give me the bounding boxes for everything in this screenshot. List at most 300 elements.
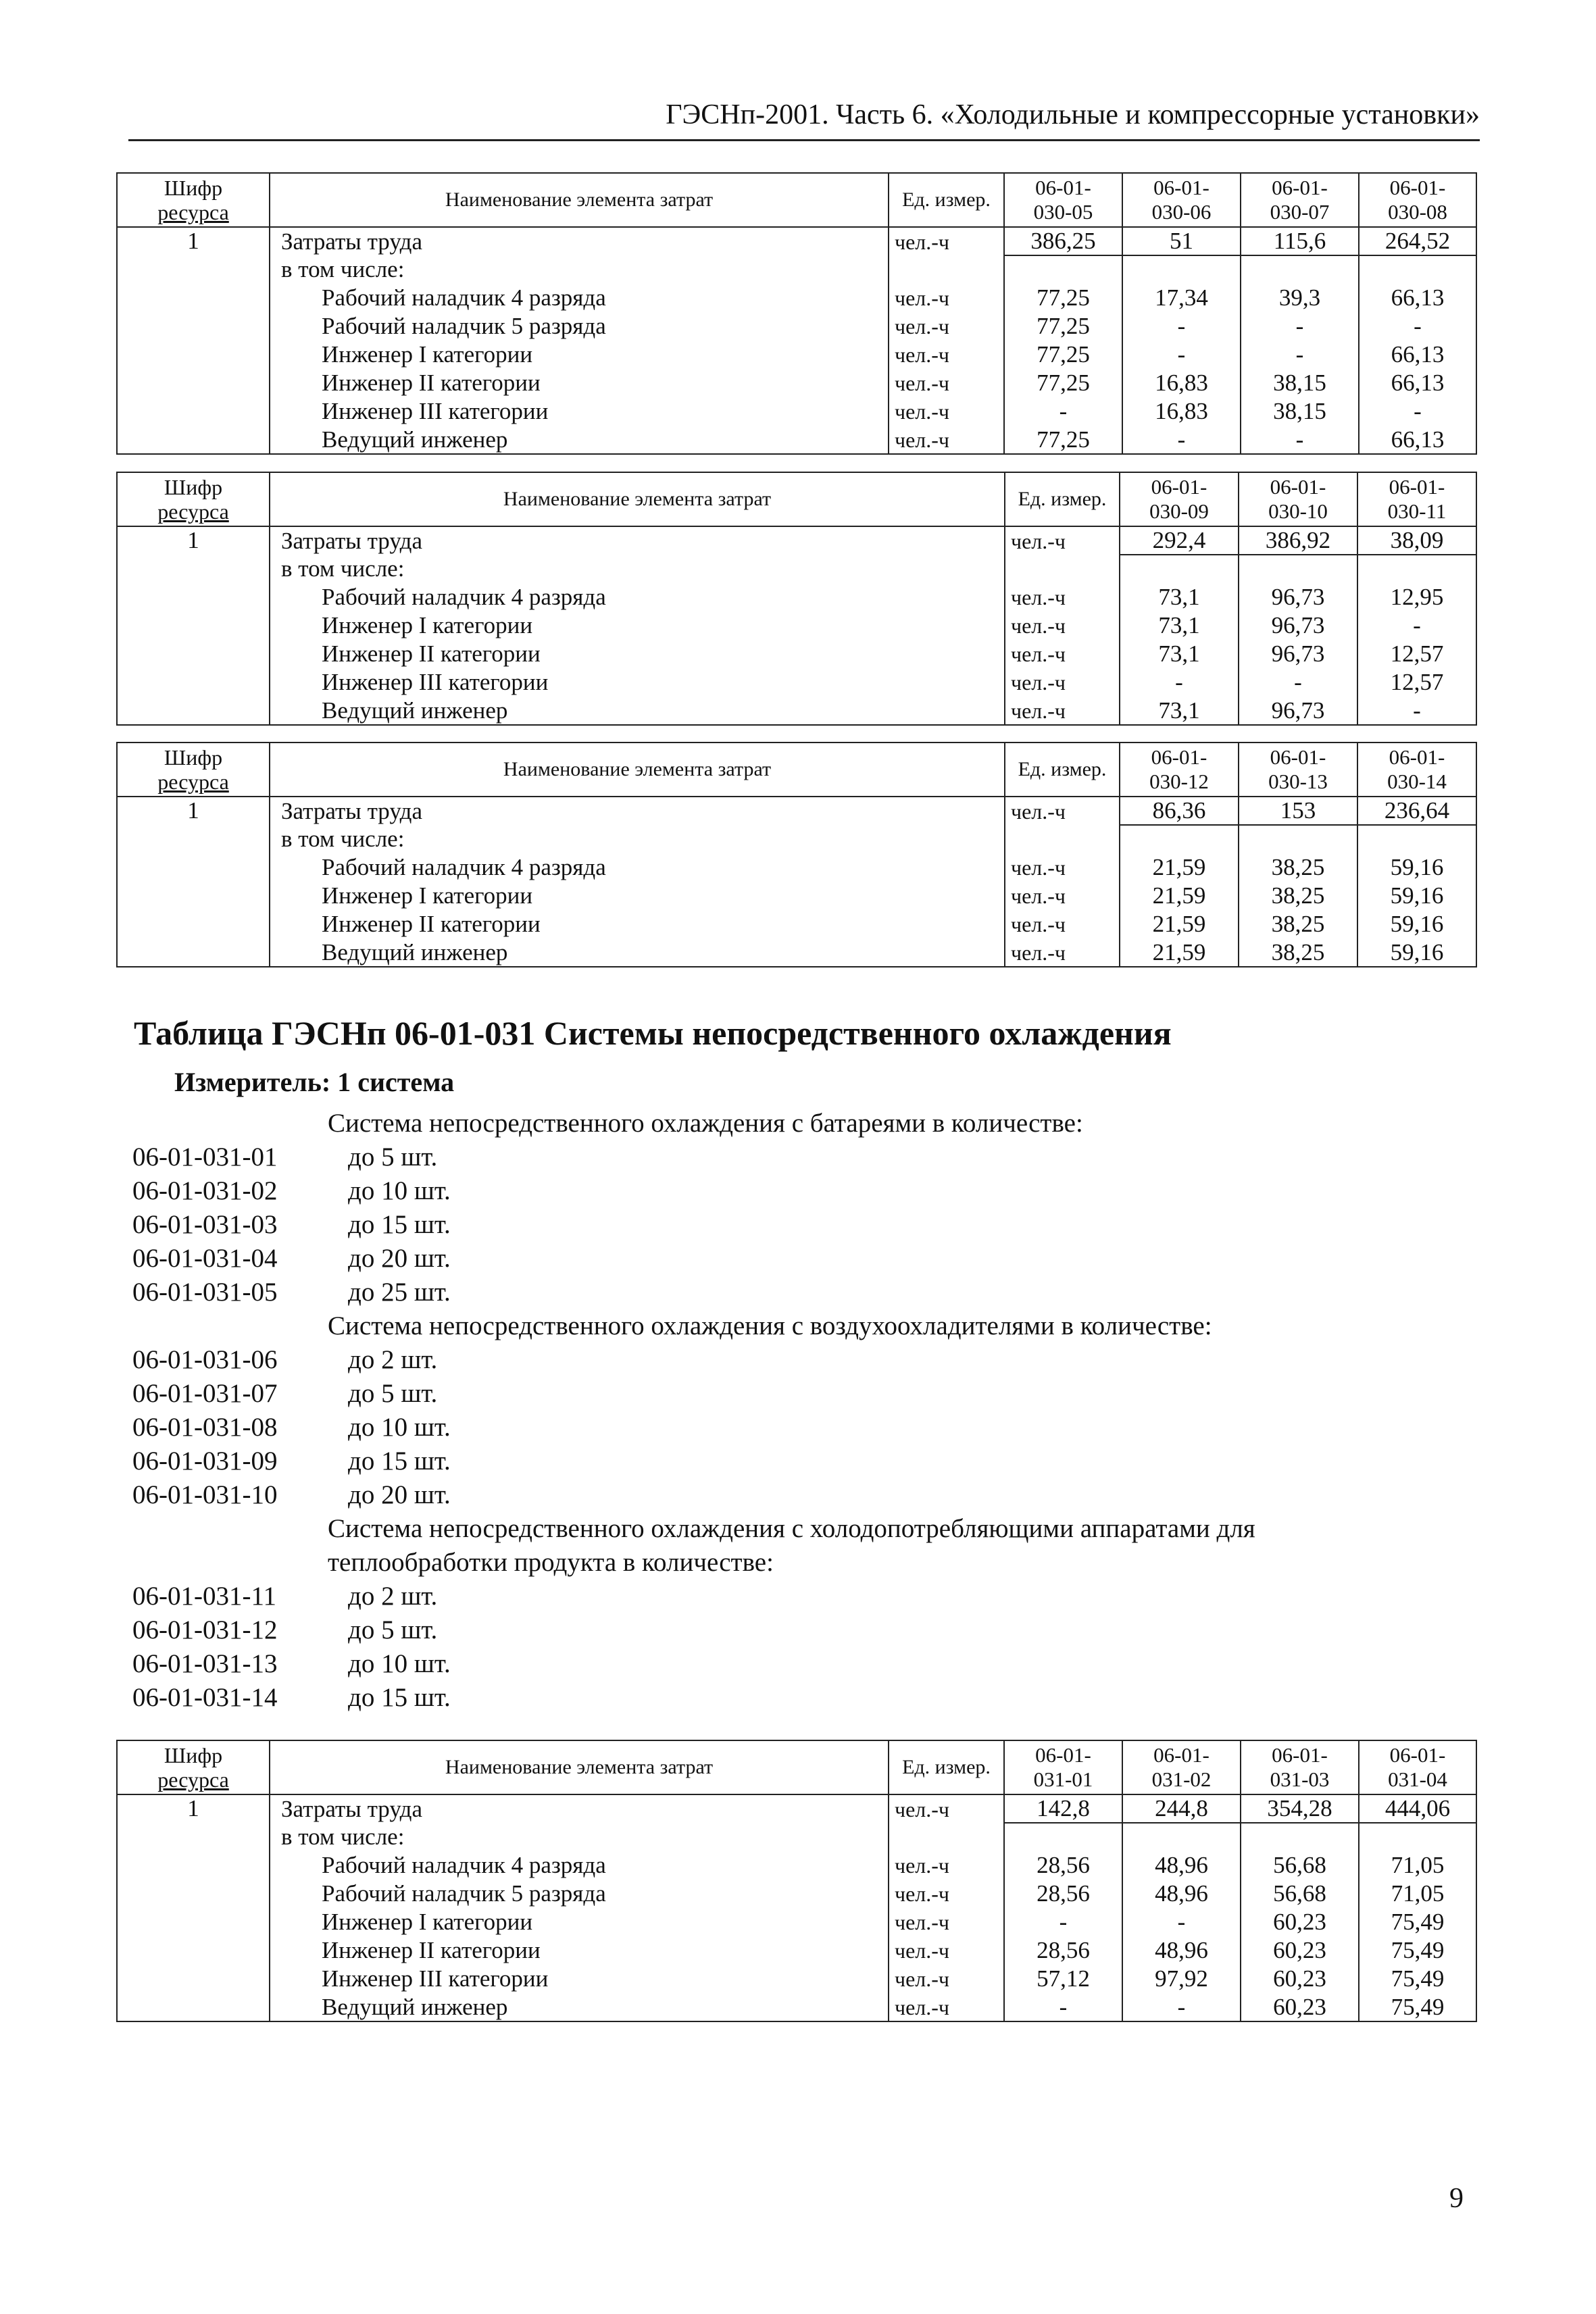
- value-cell: -: [1122, 1993, 1241, 2021]
- unit-cell: чел.-ч: [1005, 938, 1120, 967]
- cost-table: [116, 1740, 1477, 2022]
- cost-item-name: в том числе:: [270, 1823, 889, 1851]
- resource-code-cell: [117, 1908, 270, 1936]
- code-column-header: [1239, 743, 1357, 797]
- table-row: [117, 227, 1476, 255]
- cost-item-name: Рабочий наладчик 4 разряда: [270, 583, 1005, 611]
- cost-item-name: Инженер I категории: [270, 882, 1005, 910]
- name-header: Наименование элемента затрат: [270, 173, 889, 227]
- column-code-line1: 06-01-: [1272, 1743, 1328, 1767]
- page-number: 9: [1449, 2183, 1464, 2214]
- position-quantity: до 20 шт.: [348, 1244, 451, 1273]
- column-code-line2: 030-06: [1151, 200, 1212, 224]
- value-cell: 75,49: [1359, 1908, 1476, 1936]
- res-header-line1: Шифр: [164, 1743, 223, 1767]
- table-header-row: [117, 743, 1476, 797]
- unit-cell: чел.-ч: [889, 227, 1004, 255]
- table-header-row: [117, 173, 1476, 227]
- value-cell: 39,3: [1241, 284, 1359, 312]
- table-row: [117, 1880, 1476, 1908]
- res-header-line2: ресурса: [157, 200, 229, 224]
- table-row: [117, 1794, 1476, 1823]
- code-column-header: [1241, 173, 1359, 227]
- column-code-line1: 06-01-: [1035, 1743, 1091, 1767]
- meter-label: Измеритель: 1 система: [174, 1067, 455, 1097]
- running-header: [128, 95, 1480, 141]
- cost-item-name: в том числе:: [270, 255, 889, 284]
- resource-code-header: [117, 173, 270, 227]
- value-cell: -: [1120, 668, 1239, 697]
- value-cell: [1357, 825, 1476, 853]
- group-heading: Система непосредственного охлаждения с батареями в количестве:: [328, 1109, 1083, 1138]
- value-cell: -: [1241, 312, 1359, 341]
- cost-item-name: Инженер III категории: [270, 1965, 889, 1993]
- table-row: [117, 369, 1476, 397]
- cost-item-name: Затраты труда: [270, 797, 1005, 825]
- position-quantity: до 25 шт.: [348, 1278, 451, 1307]
- value-cell: 264,52: [1359, 227, 1476, 255]
- column-code-line2: 030-11: [1387, 499, 1447, 523]
- position-code: 06-01-031-01: [132, 1142, 278, 1172]
- column-code-line2: 030-08: [1388, 200, 1447, 224]
- value-cell: 96,73: [1239, 697, 1357, 725]
- group-heading: Система непосредственного охлаждения с холодопотребляющими аппаратами для: [328, 1514, 1255, 1543]
- table-row: [117, 583, 1476, 611]
- table-row: [117, 255, 1476, 284]
- table-row: [117, 668, 1476, 697]
- table-header-row: [117, 472, 1476, 526]
- value-cell: 73,1: [1120, 583, 1239, 611]
- resource-code-cell: [117, 284, 270, 312]
- value-cell: 75,49: [1359, 1965, 1476, 1993]
- value-cell: 60,23: [1241, 1936, 1359, 1965]
- cost-item-name: в том числе:: [270, 555, 1005, 583]
- value-cell: 16,83: [1122, 397, 1241, 426]
- column-code-line2: 030-10: [1268, 499, 1328, 523]
- table-row: [117, 797, 1476, 825]
- value-cell: -: [1122, 341, 1241, 369]
- position-code: 06-01-031-08: [132, 1413, 278, 1442]
- position-code: 06-01-031-04: [132, 1244, 278, 1273]
- value-cell: -: [1359, 397, 1476, 426]
- value-cell: 56,68: [1241, 1851, 1359, 1880]
- table-header-row: [117, 1740, 1476, 1794]
- value-cell: 59,16: [1357, 938, 1476, 967]
- value-cell: 60,23: [1241, 1908, 1359, 1936]
- value-cell: 12,57: [1357, 668, 1476, 697]
- value-cell: 60,23: [1241, 1965, 1359, 1993]
- position-code: 06-01-031-14: [132, 1683, 278, 1712]
- resource-code-cell: 1: [117, 1794, 270, 1823]
- column-code-line2: 030-07: [1270, 200, 1330, 224]
- table-row: [117, 640, 1476, 668]
- value-cell: 77,25: [1004, 312, 1122, 341]
- value-cell: 16,83: [1122, 369, 1241, 397]
- code-column-header: [1357, 472, 1476, 526]
- table-row: [117, 426, 1476, 454]
- unit-cell: чел.-ч: [889, 1993, 1004, 2021]
- table-row: [117, 1851, 1476, 1880]
- column-code-line1: 06-01-: [1035, 176, 1091, 199]
- value-cell: 21,59: [1120, 882, 1239, 910]
- value-cell: 75,49: [1359, 1936, 1476, 1965]
- value-cell: 292,4: [1120, 526, 1239, 555]
- cost-item-name: Затраты труда: [270, 526, 1005, 555]
- cost-item-name: Инженер II категории: [270, 910, 1005, 938]
- value-cell: 86,36: [1120, 797, 1239, 825]
- value-cell: 96,73: [1239, 611, 1357, 640]
- resource-code-cell: [117, 938, 270, 967]
- value-cell: 28,56: [1004, 1936, 1122, 1965]
- group-heading: Система непосредственного охлаждения с воздухоохладителями в количестве:: [328, 1311, 1212, 1340]
- value-cell: -: [1241, 341, 1359, 369]
- resource-code-cell: [117, 583, 270, 611]
- column-code-line1: 06-01-: [1389, 745, 1445, 769]
- code-column-header: [1122, 1740, 1241, 1794]
- column-code-line1: 06-01-: [1151, 745, 1207, 769]
- unit-cell: чел.-ч: [889, 1794, 1004, 1823]
- unit-cell: [889, 255, 1004, 284]
- unit-cell: чел.-ч: [1005, 882, 1120, 910]
- resource-code-cell: [117, 697, 270, 725]
- resource-code-cell: 1: [117, 227, 270, 255]
- value-cell: [1241, 1823, 1359, 1851]
- group-heading: теплообработки продукта в количестве:: [328, 1548, 774, 1577]
- position-quantity: до 15 шт.: [348, 1683, 451, 1712]
- res-header-line1: Шифр: [164, 176, 223, 200]
- cost-item-name: Ведущий инженер: [270, 697, 1005, 725]
- unit-cell: чел.-ч: [1005, 853, 1120, 882]
- value-cell: -: [1359, 312, 1476, 341]
- table-row: [117, 910, 1476, 938]
- value-cell: 38,25: [1239, 853, 1357, 882]
- value-cell: -: [1122, 426, 1241, 454]
- cost-item-name: Ведущий инженер: [270, 1993, 889, 2021]
- value-cell: 17,34: [1122, 284, 1241, 312]
- value-cell: 444,06: [1359, 1794, 1476, 1823]
- position-quantity: до 2 шт.: [348, 1345, 438, 1374]
- resource-code-cell: [117, 882, 270, 910]
- value-cell: 142,8: [1004, 1794, 1122, 1823]
- unit-cell: чел.-ч: [1005, 668, 1120, 697]
- code-column-header: [1120, 472, 1239, 526]
- cost-table: [116, 742, 1477, 967]
- value-cell: 386,92: [1239, 526, 1357, 555]
- table-row: [117, 1936, 1476, 1965]
- resource-code-header: [117, 743, 270, 797]
- column-code-line2: 030-13: [1268, 770, 1328, 793]
- value-cell: 97,92: [1122, 1965, 1241, 1993]
- value-cell: 38,09: [1357, 526, 1476, 555]
- position-quantity: до 15 шт.: [348, 1447, 451, 1476]
- position-quantity: до 20 шт.: [348, 1480, 451, 1509]
- value-cell: -: [1122, 312, 1241, 341]
- position-code: 06-01-031-03: [132, 1210, 278, 1239]
- position-quantity: до 15 шт.: [348, 1210, 451, 1239]
- code-column-header: [1357, 743, 1476, 797]
- value-cell: 66,13: [1359, 369, 1476, 397]
- resource-code-cell: [117, 611, 270, 640]
- column-code-line1: 06-01-: [1389, 176, 1446, 199]
- value-cell: 38,25: [1239, 910, 1357, 938]
- value-cell: -: [1004, 397, 1122, 426]
- resource-code-cell: 1: [117, 797, 270, 825]
- value-cell: 59,16: [1357, 882, 1476, 910]
- column-code-line1: 06-01-: [1389, 1743, 1446, 1767]
- res-header-line1: Шифр: [164, 475, 223, 499]
- value-cell: -: [1357, 697, 1476, 725]
- position-quantity: до 2 шт.: [348, 1582, 438, 1611]
- column-code-line1: 06-01-: [1272, 176, 1328, 199]
- res-header-line2: ресурса: [157, 499, 229, 524]
- value-cell: [1357, 555, 1476, 583]
- unit-header: Ед. измер.: [1005, 743, 1120, 797]
- value-cell: 38,25: [1239, 938, 1357, 967]
- unit-cell: чел.-ч: [1005, 910, 1120, 938]
- code-column-header: [1122, 173, 1241, 227]
- table-row: [117, 697, 1476, 725]
- name-header: Наименование элемента затрат: [270, 472, 1005, 526]
- unit-cell: чел.-ч: [889, 341, 1004, 369]
- table-row: [117, 1908, 1476, 1936]
- cost-item-name: Инженер II категории: [270, 640, 1005, 668]
- value-cell: 73,1: [1120, 611, 1239, 640]
- unit-cell: чел.-ч: [1005, 611, 1120, 640]
- value-cell: -: [1357, 611, 1476, 640]
- unit-cell: [1005, 555, 1120, 583]
- column-code-line2: 031-03: [1270, 1767, 1330, 1791]
- value-cell: 51: [1122, 227, 1241, 255]
- position-code: 06-01-031-11: [132, 1582, 277, 1611]
- value-cell: 153: [1239, 797, 1357, 825]
- value-cell: 77,25: [1004, 426, 1122, 454]
- resource-code-cell: [117, 341, 270, 369]
- value-cell: [1359, 255, 1476, 284]
- table-title: Таблица ГЭСНп 06-01-031 Системы непосредственного охлаждения: [134, 1014, 1172, 1052]
- value-cell: 38,25: [1239, 882, 1357, 910]
- value-cell: 77,25: [1004, 369, 1122, 397]
- res-header-line2: ресурса: [157, 770, 229, 794]
- res-header-line2: ресурса: [157, 1767, 229, 1792]
- cost-item-name: в том числе:: [270, 825, 1005, 853]
- unit-cell: чел.-ч: [889, 1908, 1004, 1936]
- column-code-line2: 030-05: [1033, 200, 1093, 224]
- column-code-line2: 030-14: [1387, 770, 1447, 793]
- running-header-text: ГЭСНп-2001. Часть 6. «Холодильные и компрессорные установки»: [666, 99, 1480, 130]
- value-cell: 21,59: [1120, 853, 1239, 882]
- value-cell: 21,59: [1120, 938, 1239, 967]
- value-cell: 386,25: [1004, 227, 1122, 255]
- code-column-header: [1004, 173, 1122, 227]
- column-code-line1: 06-01-: [1153, 1743, 1210, 1767]
- unit-cell: чел.-ч: [889, 1851, 1004, 1880]
- position-quantity: до 10 шт.: [348, 1413, 451, 1442]
- value-cell: 48,96: [1122, 1936, 1241, 1965]
- resource-code-cell: 1: [117, 526, 270, 555]
- value-cell: 66,13: [1359, 341, 1476, 369]
- resource-code-cell: [117, 1936, 270, 1965]
- position-quantity: до 10 шт.: [348, 1176, 451, 1205]
- value-cell: [1122, 255, 1241, 284]
- unit-cell: чел.-ч: [889, 426, 1004, 454]
- position-code: 06-01-031-06: [132, 1345, 278, 1374]
- value-cell: 48,96: [1122, 1880, 1241, 1908]
- resource-code-cell: [117, 640, 270, 668]
- value-cell: 71,05: [1359, 1880, 1476, 1908]
- position-code: 06-01-031-05: [132, 1278, 278, 1307]
- code-column-header: [1004, 1740, 1122, 1794]
- unit-cell: чел.-ч: [1005, 640, 1120, 668]
- table-row: [117, 284, 1476, 312]
- cost-table: [116, 172, 1477, 455]
- resource-code-cell: [117, 910, 270, 938]
- value-cell: [1241, 255, 1359, 284]
- value-cell: [1239, 825, 1357, 853]
- value-cell: [1239, 555, 1357, 583]
- value-cell: 354,28: [1241, 1794, 1359, 1823]
- table-row: [117, 341, 1476, 369]
- unit-cell: чел.-ч: [889, 1965, 1004, 1993]
- cost-item-name: Ведущий инженер: [270, 426, 889, 454]
- value-cell: 77,25: [1004, 341, 1122, 369]
- unit-cell: чел.-ч: [889, 312, 1004, 341]
- unit-cell: чел.-ч: [1005, 797, 1120, 825]
- table-row: [117, 555, 1476, 583]
- table-row: [117, 312, 1476, 341]
- value-cell: 77,25: [1004, 284, 1122, 312]
- position-quantity: до 5 шт.: [348, 1142, 438, 1172]
- position-code: 06-01-031-07: [132, 1379, 278, 1408]
- code-column-header: [1120, 743, 1239, 797]
- code-column-header: [1239, 472, 1357, 526]
- column-code-line2: 031-04: [1388, 1767, 1447, 1791]
- value-cell: [1120, 825, 1239, 853]
- value-cell: 48,96: [1122, 1851, 1241, 1880]
- value-cell: -: [1239, 668, 1357, 697]
- column-code-line1: 06-01-: [1153, 176, 1210, 199]
- value-cell: 12,95: [1357, 583, 1476, 611]
- value-cell: 12,57: [1357, 640, 1476, 668]
- resource-code-cell: [117, 369, 270, 397]
- table-row: [117, 938, 1476, 967]
- value-cell: 60,23: [1241, 1993, 1359, 2021]
- value-cell: [1120, 555, 1239, 583]
- resource-code-cell: [117, 1851, 270, 1880]
- table-row: [117, 825, 1476, 853]
- unit-cell: чел.-ч: [1005, 697, 1120, 725]
- name-header: Наименование элемента затрат: [270, 1740, 889, 1794]
- cost-item-name: Затраты труда: [270, 1794, 889, 1823]
- value-cell: 96,73: [1239, 640, 1357, 668]
- value-cell: [1004, 1823, 1122, 1851]
- cost-item-name: Рабочий наладчик 5 разряда: [270, 1880, 889, 1908]
- column-code-line2: 031-01: [1033, 1767, 1093, 1791]
- table-row: [117, 611, 1476, 640]
- code-column-header: [1359, 1740, 1476, 1794]
- column-code-line2: 030-12: [1149, 770, 1209, 793]
- value-cell: 57,12: [1004, 1965, 1122, 1993]
- resource-code-cell: [117, 853, 270, 882]
- value-cell: 38,15: [1241, 369, 1359, 397]
- unit-header: Ед. измер.: [889, 173, 1004, 227]
- value-cell: 115,6: [1241, 227, 1359, 255]
- unit-cell: чел.-ч: [1005, 526, 1120, 555]
- column-code-line2: 031-02: [1151, 1767, 1212, 1791]
- position-quantity: до 5 шт.: [348, 1615, 438, 1644]
- cost-item-name: Инженер I категории: [270, 341, 889, 369]
- table-row: [117, 1993, 1476, 2021]
- value-cell: [1122, 1823, 1241, 1851]
- value-cell: 21,59: [1120, 910, 1239, 938]
- cost-item-name: Рабочий наладчик 4 разряда: [270, 284, 889, 312]
- position-quantity: до 5 шт.: [348, 1379, 438, 1408]
- unit-cell: чел.-ч: [1005, 583, 1120, 611]
- column-code-line1: 06-01-: [1151, 475, 1207, 499]
- value-cell: -: [1241, 426, 1359, 454]
- resource-code-cell: [117, 825, 270, 853]
- value-cell: 96,73: [1239, 583, 1357, 611]
- cost-item-name: Инженер II категории: [270, 1936, 889, 1965]
- cost-item-name: Рабочий наладчик 4 разряда: [270, 853, 1005, 882]
- cost-item-name: Рабочий наладчик 4 разряда: [270, 1851, 889, 1880]
- cost-item-name: Ведущий инженер: [270, 938, 1005, 967]
- unit-header: Ед. измер.: [1005, 472, 1120, 526]
- cost-item-name: Инженер II категории: [270, 369, 889, 397]
- code-column-header: [1241, 1740, 1359, 1794]
- resource-code-cell: [117, 1823, 270, 1851]
- position-code: 06-01-031-09: [132, 1447, 278, 1476]
- cost-item-name: Затраты труда: [270, 227, 889, 255]
- position-quantity: до 10 шт.: [348, 1649, 451, 1678]
- table-row: [117, 526, 1476, 555]
- resource-code-cell: [117, 1965, 270, 1993]
- cost-item-name: Инженер III категории: [270, 668, 1005, 697]
- value-cell: 73,1: [1120, 640, 1239, 668]
- value-cell: [1359, 1823, 1476, 1851]
- cost-item-name: Инженер I категории: [270, 611, 1005, 640]
- table-row: [117, 397, 1476, 426]
- table-row: [117, 1823, 1476, 1851]
- resource-code-cell: [117, 668, 270, 697]
- code-column-header: [1359, 173, 1476, 227]
- value-cell: 71,05: [1359, 1851, 1476, 1880]
- value-cell: 38,15: [1241, 397, 1359, 426]
- unit-cell: чел.-ч: [889, 1880, 1004, 1908]
- cost-item-name: Рабочий наладчик 5 разряда: [270, 312, 889, 341]
- column-code-line1: 06-01-: [1270, 475, 1326, 499]
- column-code-line1: 06-01-: [1270, 745, 1326, 769]
- resource-code-header: [117, 1740, 270, 1794]
- value-cell: 28,56: [1004, 1880, 1122, 1908]
- cost-table: [116, 472, 1477, 726]
- resource-code-cell: [117, 426, 270, 454]
- column-code-line1: 06-01-: [1389, 475, 1445, 499]
- value-cell: [1004, 255, 1122, 284]
- value-cell: 66,13: [1359, 284, 1476, 312]
- cost-item-name: Инженер III категории: [270, 397, 889, 426]
- table-row: [117, 1965, 1476, 1993]
- unit-cell: чел.-ч: [889, 397, 1004, 426]
- value-cell: -: [1004, 1908, 1122, 1936]
- value-cell: -: [1004, 1993, 1122, 2021]
- unit-cell: чел.-ч: [889, 369, 1004, 397]
- value-cell: 59,16: [1357, 910, 1476, 938]
- value-cell: 56,68: [1241, 1880, 1359, 1908]
- resource-code-cell: [117, 1880, 270, 1908]
- resource-code-header: [117, 472, 270, 526]
- position-code: 06-01-031-10: [132, 1480, 278, 1509]
- column-code-line2: 030-09: [1149, 499, 1209, 523]
